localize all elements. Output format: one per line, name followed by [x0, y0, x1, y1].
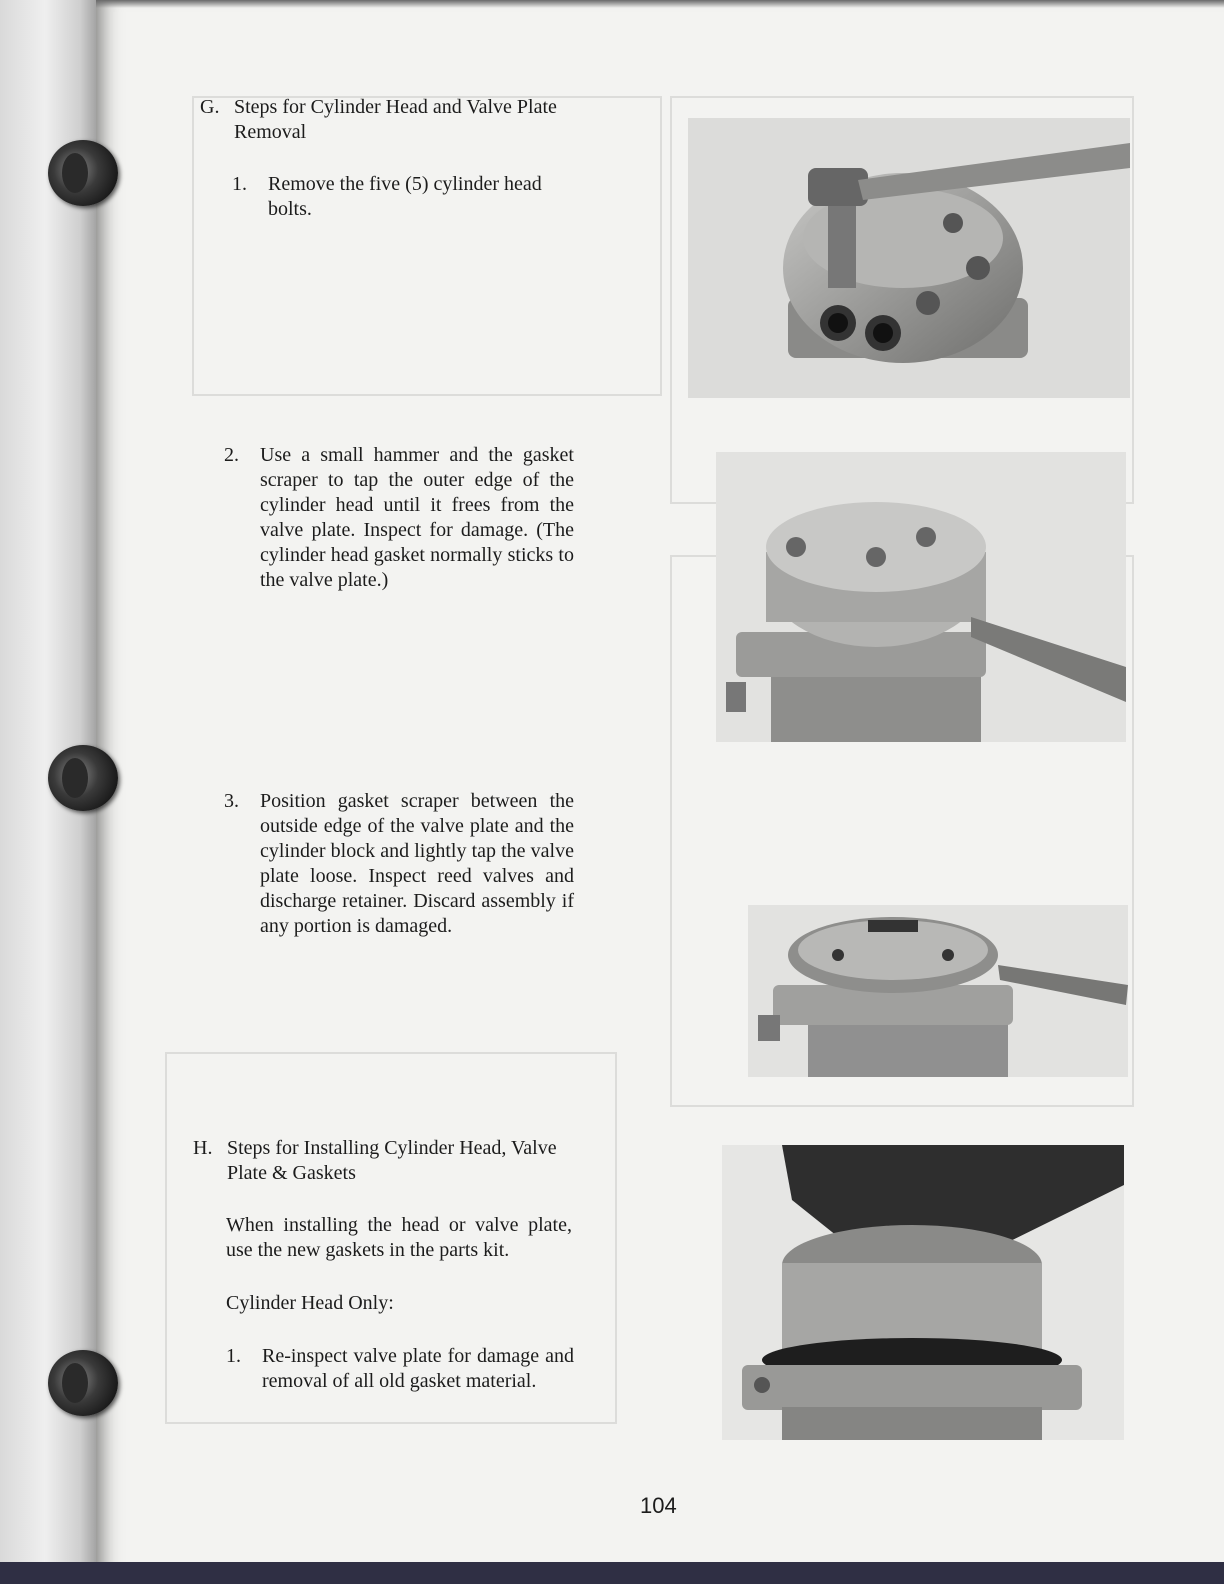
section-g [200, 95, 590, 145]
compressor-valve-plate-illustration [748, 905, 1128, 1077]
section-g-step-2 [224, 443, 574, 593]
page-number: 104 [640, 1493, 677, 1518]
section-h-letter: H. [193, 1137, 213, 1159]
section-g-letter: G. [200, 96, 220, 118]
section-h-subhead: Cylinder Head Only: [226, 1292, 394, 1314]
section-h-title: Steps for Installing Cylinder Head, Valve Plate & Gaskets [227, 1137, 557, 1184]
section-h-heading [193, 1136, 578, 1186]
photo-freeing-head [716, 452, 1126, 742]
section-g-heading [200, 95, 590, 145]
compressor-scraper-illustration [716, 452, 1126, 742]
section-g-step-1 [232, 172, 584, 222]
step-text: Position gasket scraper between the outside edge of the valve plate and the cylinder block and lightly tap the valve plate loose. Inspect reed valves and discharge retainer. Discard assembly if any portion is damaged. [260, 790, 574, 937]
photo-valve-plate [748, 905, 1128, 1077]
section-g-title: Steps for Cylinder Head and Valve Plate Removal [234, 96, 557, 143]
compressor-install-illustration [722, 1145, 1124, 1440]
bottom-edge [0, 1562, 1224, 1584]
photo-removing-bolts [688, 118, 1130, 398]
binder-ring-hole-middle [62, 758, 88, 798]
step-text: Remove the five (5) cylinder head bolts. [268, 173, 542, 220]
step-number: 3. [224, 790, 239, 812]
step-number: 2. [224, 444, 239, 466]
binder-ring-hole-bottom [62, 1363, 88, 1403]
section-h-step-1 [226, 1344, 574, 1394]
page-top-shadow [96, 0, 1224, 8]
binder-ring-hole-top [62, 153, 88, 193]
compressor-ratchet-illustration [688, 118, 1130, 398]
step-text: Use a small hammer and the gasket scraper to tap the outer edge of the cylinder head until it frees from the valve plate. Inspect for damage. (The cylinder head gasket normally sticks to the valve plate.) [260, 444, 574, 591]
photo-installing-head [722, 1145, 1124, 1440]
section-h [193, 1136, 578, 1186]
step-number: 1. [226, 1345, 241, 1367]
step-text: Re-inspect valve plate for damage and removal of all old gasket material. [262, 1345, 574, 1392]
section-g-step-3 [224, 789, 574, 939]
step-number: 1. [232, 173, 247, 195]
section-h-intro: When installing the head or valve plate, use the new gaskets in the parts kit. [226, 1214, 572, 1261]
